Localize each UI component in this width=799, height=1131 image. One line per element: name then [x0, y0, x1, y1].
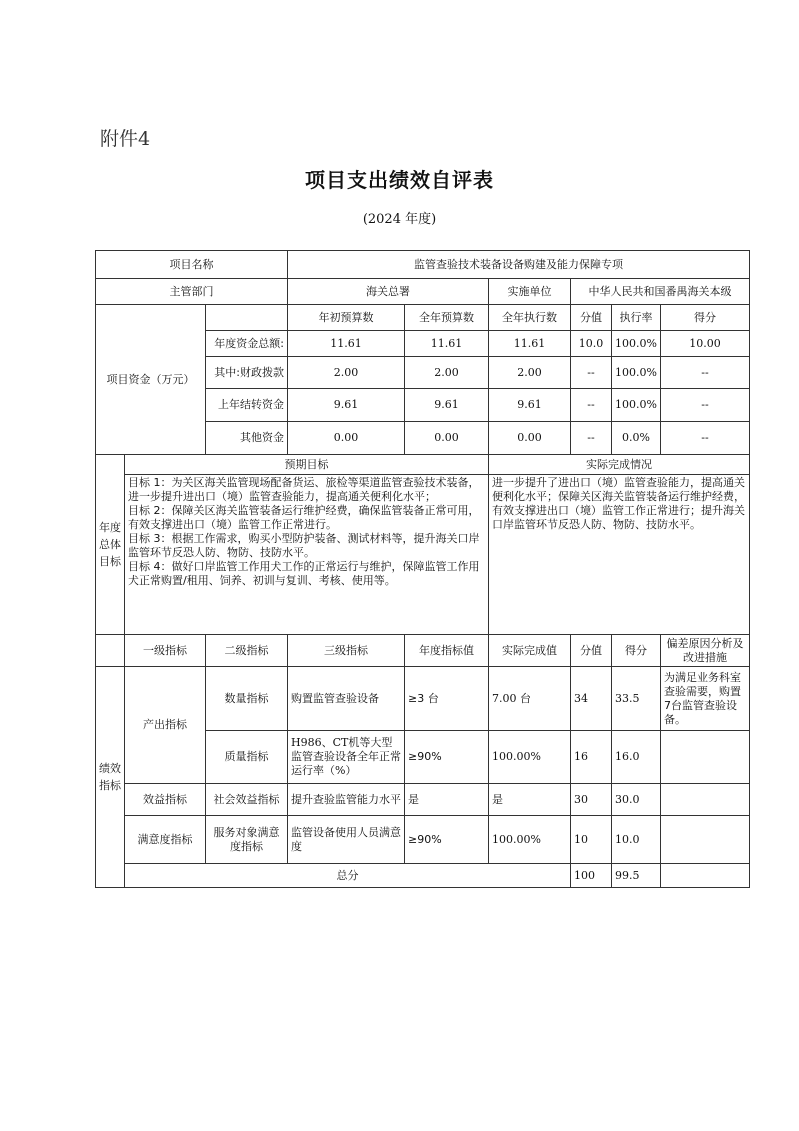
target-value: ≥3 台 [405, 667, 489, 731]
l2-indicator: 服务对象满意度指标 [206, 816, 288, 864]
funds-cell: 0.0% [612, 422, 661, 455]
actual-goals: 进一步提升了进出口（境）监管查验能力，提高通关便利化水平；保障关区海关监管装备运行维护经费，有效支撑进出口（境）监管工作正常进行；提升海关口岸监管环节反恐人防、物防、技防水平。 [489, 475, 750, 635]
target-value: 是 [405, 784, 489, 816]
performance-table [95, 250, 750, 888]
unit-label: 实施单位 [489, 279, 571, 305]
indicator-col: 得分 [612, 635, 661, 667]
score-value: 34 [571, 667, 612, 731]
score-value: 16 [571, 731, 612, 784]
funds-cell: 0.00 [489, 422, 571, 455]
funds-cell: 0.00 [288, 422, 405, 455]
funds-row-label: 年度资金总额: [206, 331, 288, 357]
funds-cell: 2.00 [405, 357, 489, 389]
l2-indicator: 质量指标 [206, 731, 288, 784]
deviation-note: 为满足业务科室查验需要，购置 7台监管查验设备。 [661, 667, 750, 731]
expected-goals-header: 预期目标 [125, 455, 489, 475]
project-name-value: 监管查验技术装备设备购建及能力保障专项 [288, 251, 750, 279]
score: 33.5 [612, 667, 661, 731]
funds-cell: 9.61 [405, 389, 489, 422]
total-note [661, 864, 750, 888]
funds-cell: -- [661, 422, 750, 455]
score: 10.0 [612, 816, 661, 864]
funds-cell: 10.0 [571, 331, 612, 357]
satisfaction-label: 满意度指标 [125, 816, 206, 864]
indicator-col: 一级指标 [125, 635, 206, 667]
funds-cell: 100.0% [612, 389, 661, 422]
l3-indicator: H986、CT机等大型监管查验设备全年正常运行率（%） [288, 731, 405, 784]
funds-cell: 9.61 [288, 389, 405, 422]
goal-item: 目标 2：保障关区海关监管装备运行维护经费，确保监管装备正常可用，有效支撑进出口（境）监管工作正常进行。 [128, 504, 480, 531]
funds-row-label: 其中:财政拨款 [206, 357, 288, 389]
actual-value: 100.00% [489, 816, 571, 864]
output-label: 产出指标 [125, 667, 206, 784]
total-score: 99.5 [612, 864, 661, 888]
indicator-col: 偏差原因分析及改进措施 [661, 635, 750, 667]
target-value: ≥90% [405, 816, 489, 864]
funds-cell: 9.61 [489, 389, 571, 422]
goals-label: 年度总体目标 [96, 455, 125, 635]
funds-cell: -- [661, 357, 750, 389]
funds-cell: 2.00 [489, 357, 571, 389]
indicators-label: 绩效指标 [96, 667, 125, 888]
funds-cell: -- [571, 422, 612, 455]
indicator-col: 年度指标值 [405, 635, 489, 667]
funds-row-label: 其他资金 [206, 422, 288, 455]
funds-col-4: 执行率 [612, 305, 661, 331]
funds-cell: 10.00 [661, 331, 750, 357]
target-value: ≥90% [405, 731, 489, 784]
indicator-header-blank [96, 635, 125, 667]
score-value: 10 [571, 816, 612, 864]
funds-label: 项目资金（万元） [96, 305, 206, 455]
deviation-note [661, 816, 750, 864]
score: 16.0 [612, 731, 661, 784]
total-label: 总分 [125, 864, 571, 888]
total-row [96, 864, 750, 888]
funds-cell: 100.0% [612, 357, 661, 389]
l2-indicator: 数量指标 [206, 667, 288, 731]
funds-cell: -- [661, 389, 750, 422]
year-subtitle: (2024 年度) [362, 212, 437, 227]
total-score-value: 100 [571, 864, 612, 888]
funds-cell: 11.61 [288, 331, 405, 357]
score: 30.0 [612, 784, 661, 816]
actual-value: 是 [489, 784, 571, 816]
l3-indicator: 监管设备使用人员满意度 [288, 816, 405, 864]
funds-cell: 2.00 [288, 357, 405, 389]
dept-label: 主管部门 [96, 279, 288, 305]
project-name-label: 项目名称 [96, 251, 288, 279]
dept-row [96, 279, 750, 305]
indicator-col: 分值 [571, 635, 612, 667]
actual-goals-header: 实际完成情况 [489, 455, 750, 475]
funds-col-0: 年初预算数 [288, 305, 405, 331]
attachment-label: 附件4 [100, 128, 151, 150]
benefit-label: 效益指标 [125, 784, 206, 816]
indicator-col: 二级指标 [206, 635, 288, 667]
funds-header-blank [206, 305, 288, 331]
goals-content-row [96, 475, 750, 635]
l2-indicator: 社会效益指标 [206, 784, 288, 816]
indicator-row [96, 667, 750, 731]
funds-cell: 11.61 [489, 331, 571, 357]
expected-goals [125, 475, 489, 635]
funds-cell: -- [571, 357, 612, 389]
indicator-header-row [96, 635, 750, 667]
funds-col-1: 全年预算数 [405, 305, 489, 331]
funds-header-row [96, 305, 750, 331]
funds-cell: -- [571, 389, 612, 422]
funds-col-3: 分值 [571, 305, 612, 331]
indicator-col: 实际完成值 [489, 635, 571, 667]
page-title: 项目支出绩效自评表 [305, 168, 494, 192]
deviation-note [661, 731, 750, 784]
indicator-col: 三级指标 [288, 635, 405, 667]
l3-indicator: 提升查验监管能力水平 [288, 784, 405, 816]
indicator-row [96, 816, 750, 864]
actual-value: 100.00% [489, 731, 571, 784]
goals-header-row [96, 455, 750, 475]
goal-item: 目标 3：根据工作需求，购买小型防护装备、测试材料等，提升海关口岸监管环节反恐人防、物防、技防水平。 [128, 532, 480, 559]
unit-value: 中华人民共和国番禺海关本级 [571, 279, 750, 305]
funds-cell: 0.00 [405, 422, 489, 455]
funds-row-label: 上年结转资金 [206, 389, 288, 422]
score-value: 30 [571, 784, 612, 816]
funds-col-5: 得分 [661, 305, 750, 331]
indicator-row [96, 784, 750, 816]
funds-col-2: 全年执行数 [489, 305, 571, 331]
dept-value: 海关总署 [288, 279, 489, 305]
l3-indicator: 购置监管查验设备 [288, 667, 405, 731]
deviation-note [661, 784, 750, 816]
goal-item: 目标 1：为关区海关监管现场配备货运、旅检等渠道监管查验技术装备，进一步提升进出口（境）监管查验能力，提高通关便利化水平； [128, 476, 480, 503]
funds-cell: 100.0% [612, 331, 661, 357]
project-name-row [96, 251, 750, 279]
funds-cell: 11.61 [405, 331, 489, 357]
goal-item: 目标 4：做好口岸监管工作用犬工作的正常运行与维护，保障监管工作用犬正常购置/租用、饲养、初训与复训、考核、使用等。 [128, 560, 480, 587]
actual-value: 7.00 台 [489, 667, 571, 731]
